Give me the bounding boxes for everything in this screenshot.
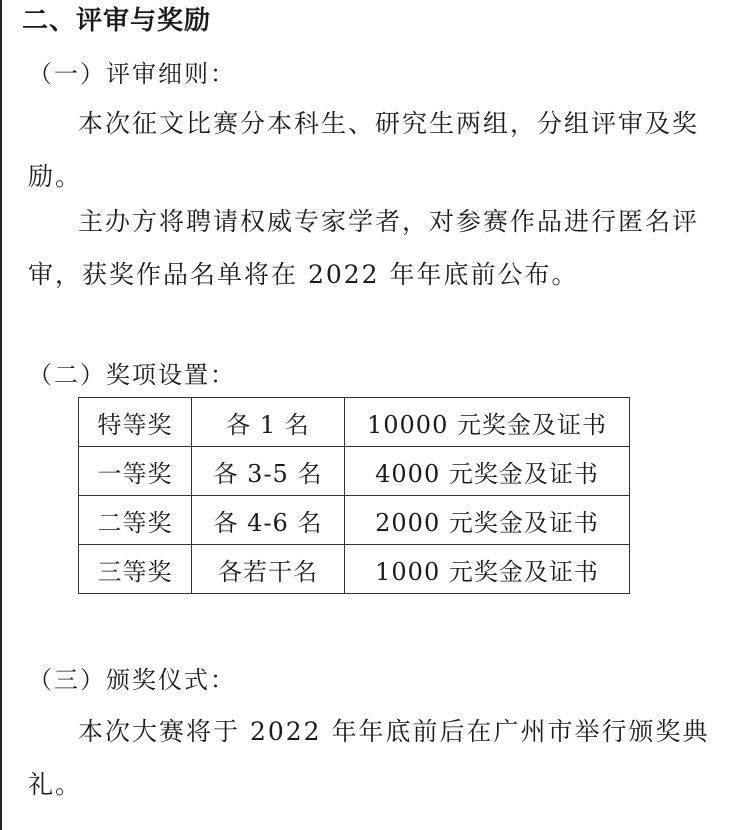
award-level-cell: 特等奖 [79,398,192,447]
award-count-cell: 各 4-6 名 [192,496,345,545]
award-level-cell: 一等奖 [79,447,192,496]
awards-table [78,397,630,594]
review-rules-heading: （一）评审细则： [28,60,236,88]
table-row [79,496,630,545]
left-border-rule [0,0,2,830]
award-count-cell: 各若干名 [192,545,345,594]
award-count-cell: 各 3-5 名 [192,447,345,496]
awards-heading: （二）奖项设置： [28,361,236,389]
section-title: 二、评审与奖励 [22,6,212,36]
table-row [79,545,630,594]
table-row [79,447,630,496]
award-level-cell: 二等奖 [79,496,192,545]
award-prize-cell: 2000 元奖金及证书 [345,496,630,545]
review-paragraph-groups: 本次征文比赛分本科生、研究生两组，分组评审及奖励。 [28,109,700,191]
table-row [79,398,630,447]
award-level-cell: 三等奖 [79,545,192,594]
award-prize-cell: 4000 元奖金及证书 [345,447,630,496]
review-paragraph-experts: 主办方将聘请权威专家学者，对参赛作品进行匿名评审，获奖作品名单将在 2022 年年底前公布。 [28,207,700,289]
award-prize-cell: 1000 元奖金及证书 [345,545,630,594]
award-prize-cell: 10000 元奖金及证书 [345,398,630,447]
ceremony-heading: （三）颁奖仪式： [28,666,236,694]
award-count-cell: 各 1 名 [192,398,345,447]
ceremony-paragraph: 本次大赛将于 2022 年年底前后在广州市举行颁奖典礼。 [28,717,710,799]
